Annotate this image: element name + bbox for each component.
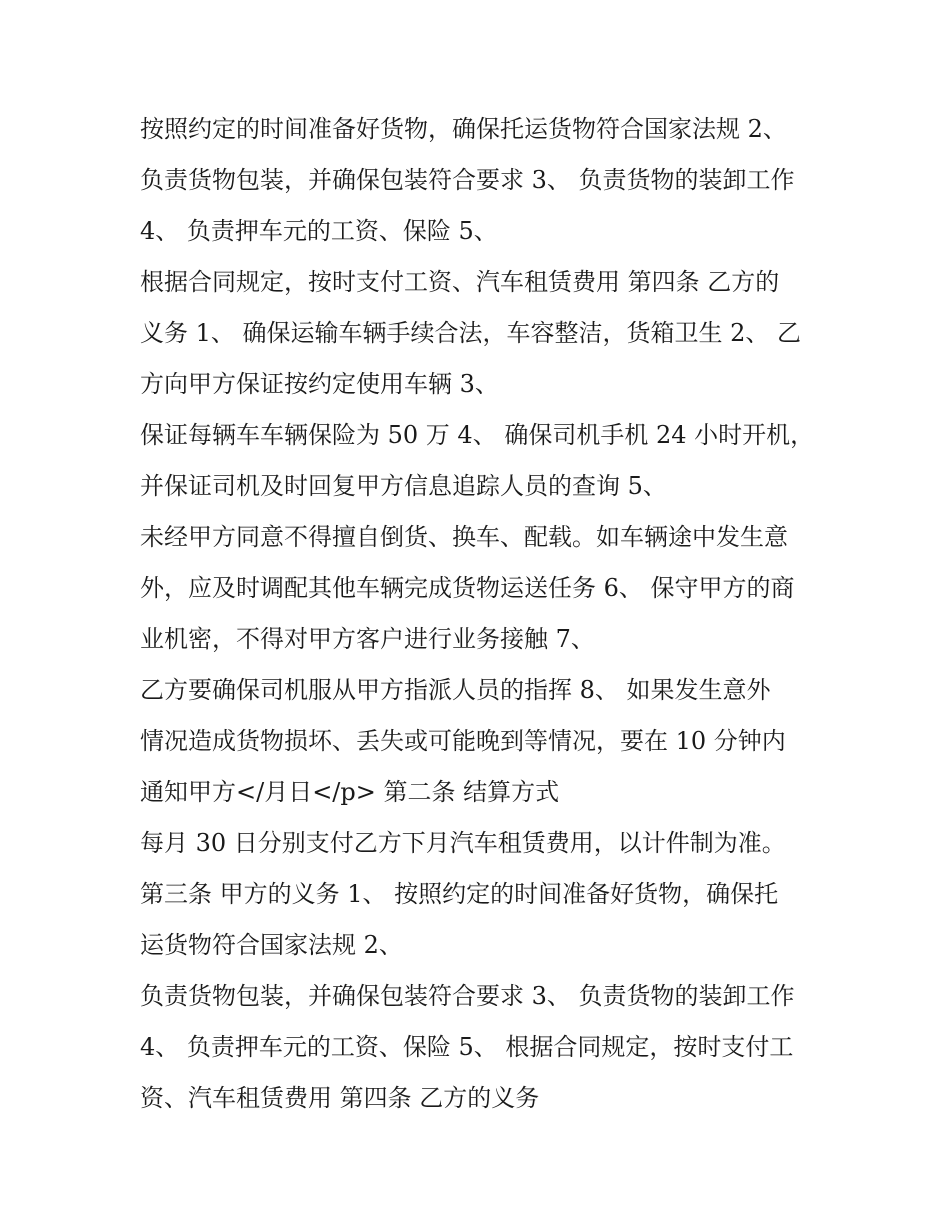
text-line: 通知甲方</月日</p> 第二条 结算方式 [140, 778, 560, 806]
text-line: 保证每辆车车辆保险为 50 万 4、 确保司机手机 24 小时开机， [140, 421, 815, 449]
text-line: 运货物符合国家法规 2、 [140, 931, 403, 959]
text-line: 并保证司机及时回复甲方信息追踪人员的查询 5、 [140, 472, 667, 500]
paragraph [140, 257, 820, 410]
text-line: 负责货物包装，并确保包装符合要求 3、 负责货物的装卸工作 [140, 982, 795, 1010]
paragraph [140, 869, 820, 971]
text-line: 未经甲方同意不得擅自倒货、换车、配载。如车辆途中发生意 [140, 523, 788, 551]
document-body [140, 104, 820, 1124]
text-line: 4、 负责押车元的工资、保险 5、 [140, 217, 498, 245]
paragraph [140, 665, 820, 818]
text-line: 负责货物包装，并确保包装符合要求 3、 负责货物的装卸工作 [140, 166, 795, 194]
text-line: 第三条 甲方的义务 1、 按照约定的时间准备好货物，确保托 [140, 880, 779, 908]
text-line: 乙方要确保司机服从甲方指派人员的指挥 8、 如果发生意外 [140, 676, 771, 704]
text-line: 按照约定的时间准备好货物，确保托运货物符合国家法规 2、 [140, 115, 787, 143]
paragraph [140, 512, 820, 665]
text-line: 义务 1、 确保运输车辆手续合法，车容整洁，货箱卫生 2、 乙 [140, 319, 802, 347]
text-line: 方向甲方保证按约定使用车辆 3、 [140, 370, 499, 398]
paragraph [140, 410, 820, 512]
text-line: 4、 负责押车元的工资、保险 5、 根据合同规定，按时支付工 [140, 1033, 794, 1061]
text-line: 资、汽车租赁费用 第四条 乙方的义务 [140, 1084, 540, 1112]
paragraph [140, 104, 820, 257]
paragraph [140, 971, 820, 1124]
text-line: 外，应及时调配其他车辆完成货物运送任务 6、 保守甲方的商 [140, 574, 795, 602]
text-line: 情况造成货物损坏、丢失或可能晚到等情况，要在 10 分钟内 [140, 727, 786, 755]
text-line: 业机密，不得对甲方客户进行业务接触 7、 [140, 625, 595, 653]
text-line: 根据合同规定，按时支付工资、汽车租赁费用 第四条 乙方的 [140, 268, 780, 296]
paragraph [140, 818, 820, 869]
text-line: 每月 30 日分别支付乙方下月汽车租赁费用，以计件制为准。 [140, 829, 786, 857]
